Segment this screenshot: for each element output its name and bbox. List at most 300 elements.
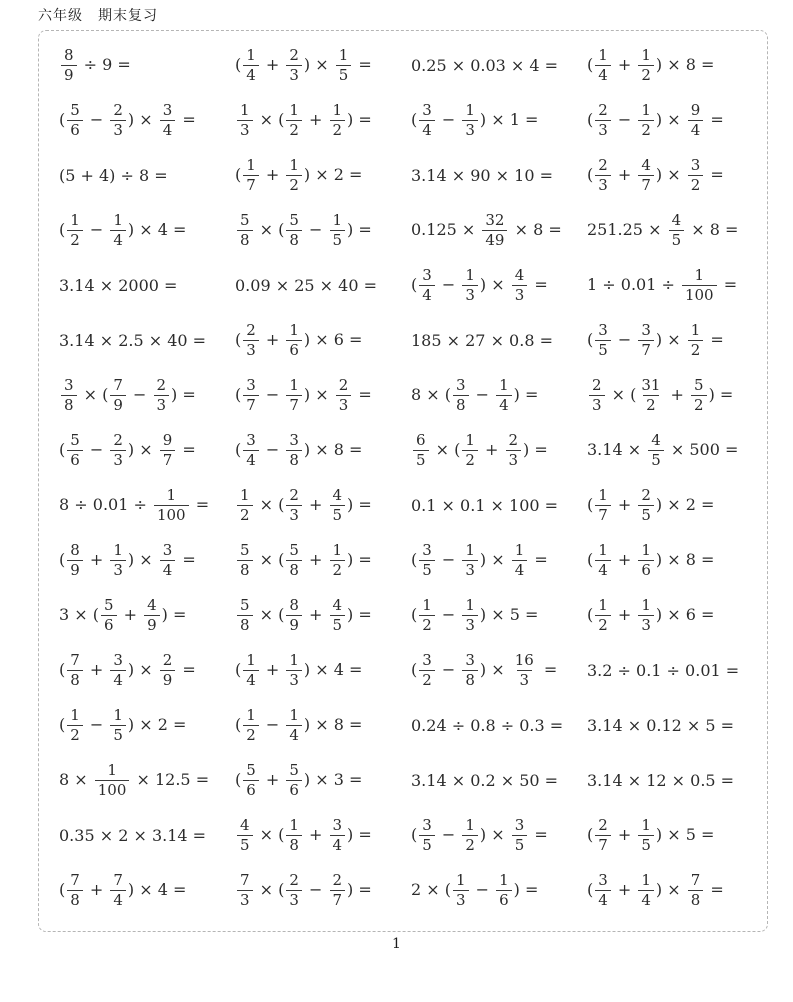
fraction: $\frac{1}{5}$	[638, 817, 654, 854]
expression-text: ) =	[523, 440, 548, 459]
problem-cell	[235, 157, 411, 194]
expression-text: ) =	[347, 110, 372, 129]
fraction: $\frac{5}{8}$	[237, 212, 253, 249]
expression-text: +	[118, 605, 143, 624]
fraction: $\frac{1}{2}$	[330, 542, 346, 579]
expression-text: 3.14 × 90 × 10 =	[411, 166, 553, 185]
expression-text: +	[84, 660, 109, 679]
expression-text: ) =	[347, 825, 372, 844]
problem-cell	[587, 377, 763, 414]
expression-text: +	[84, 880, 109, 899]
expression-text: −	[436, 110, 461, 129]
page-number: 1	[392, 936, 401, 952]
fraction: $\frac{1}{4}$	[496, 377, 512, 414]
fraction: $\frac{1}{3}$	[453, 872, 469, 909]
expression-text: 0.125 ×	[411, 220, 481, 239]
expression-text: −	[84, 715, 109, 734]
fraction: $\frac{2}{3}$	[154, 377, 170, 414]
problem-cell	[59, 377, 235, 414]
fraction: $\frac{8}{9}$	[286, 597, 302, 634]
fraction: $\frac{2}{3}$	[286, 872, 302, 909]
fraction: $\frac{1}{3}$	[462, 102, 478, 139]
fraction: $\frac{3}{4}$	[419, 102, 435, 139]
problem-cell	[411, 166, 587, 185]
fraction: $\frac{3}{4}$	[110, 652, 126, 689]
expression-text: (	[235, 55, 242, 74]
expression-text: ) ×	[303, 55, 334, 74]
expression-text: ) × 2 =	[127, 715, 187, 734]
expression-text: =	[177, 440, 196, 459]
expression-text: × (	[78, 385, 109, 404]
expression-text: 3.14 × 12 × 0.5 =	[587, 771, 735, 790]
problem-cell	[235, 212, 411, 249]
fraction: $\frac{2}{3}$	[336, 377, 352, 414]
problem-cell	[587, 661, 763, 680]
fraction: $\frac{1}{5}$	[110, 707, 126, 744]
expression-text: ) =	[171, 385, 196, 404]
fraction: $\frac{1}{2}$	[638, 102, 654, 139]
fraction: $\frac{1}{7}$	[595, 487, 611, 524]
expression-text: (	[59, 880, 66, 899]
expression-text: −	[436, 660, 461, 679]
expression-text: ) =	[347, 550, 372, 569]
problem-cell	[235, 322, 411, 359]
fraction: $\frac{1}{2}$	[286, 157, 302, 194]
fraction: $\frac{3}{4}$	[419, 267, 435, 304]
expression-text: × (	[254, 550, 285, 569]
problem-cell	[235, 872, 411, 909]
fraction: $\frac{1}{5}$	[336, 47, 352, 84]
expression-text: =	[190, 495, 210, 514]
problem-cell	[411, 432, 587, 469]
expression-text: −	[303, 880, 328, 899]
fraction: $\frac{1}{4}$	[512, 542, 528, 579]
fraction: $\frac{4}{7}$	[638, 157, 654, 194]
fraction: $\frac{5}{6}$	[67, 102, 83, 139]
expression-text: × (	[254, 825, 285, 844]
problem-cell	[59, 652, 235, 689]
expression-text: −	[436, 605, 461, 624]
expression-text: 185 × 27 × 0.8 =	[411, 331, 553, 350]
problem-cell	[411, 652, 587, 689]
problem-cell	[411, 102, 587, 139]
expression-text: (	[587, 550, 594, 569]
expression-text: −	[470, 385, 495, 404]
expression-text: ) × 5 =	[655, 825, 715, 844]
fraction: $\frac{9}{7}$	[160, 432, 176, 469]
expression-text: +	[612, 55, 637, 74]
fraction: $\frac{2}{3}$	[243, 322, 259, 359]
fraction: $\frac{1}{2}$	[243, 707, 259, 744]
fraction: $\frac{2}{3}$	[286, 47, 302, 84]
expression-text: ) × 4 =	[303, 660, 363, 679]
fraction: $\frac{16}{3}$	[514, 651, 534, 689]
expression-text: 3.14 × 0.12 × 5 =	[587, 716, 735, 735]
problem-cell	[59, 762, 235, 799]
fraction: $\frac{1}{7}$	[286, 377, 302, 414]
expression-text: ) × 4 =	[127, 880, 187, 899]
fraction: $\frac{8}{9}$	[67, 542, 83, 579]
expression-text: 0.24 ÷ 0.8 ÷ 0.3 =	[411, 716, 564, 735]
problem-cell	[587, 716, 763, 735]
fraction: $\frac{4}{5}$	[330, 597, 346, 634]
problem-cell	[59, 166, 235, 185]
problem-cell	[59, 102, 235, 139]
problem-cell	[235, 597, 411, 634]
fraction: $\frac{4}{3}$	[512, 267, 528, 304]
fraction: $\frac{3}{7}$	[638, 322, 654, 359]
expression-text: 3 × (	[59, 605, 99, 624]
expression-text: +	[303, 550, 328, 569]
expression-text: ) ×	[303, 385, 334, 404]
expression-text: (	[235, 165, 242, 184]
fraction: $\frac{1}{8}$	[286, 817, 302, 854]
expression-text: (	[411, 550, 418, 569]
expression-text: (	[587, 880, 594, 899]
fraction: $\frac{2}{5}$	[638, 487, 654, 524]
expression-text: (	[587, 330, 594, 349]
expression-text: × 8 =	[686, 220, 739, 239]
problem-cell	[587, 212, 763, 249]
fraction: $\frac{1}{6}$	[286, 322, 302, 359]
expression-text: 0.1 × 0.1 × 100 =	[411, 496, 559, 515]
expression-text: +	[84, 550, 109, 569]
expression-text: ) =	[513, 385, 539, 404]
fraction: $\frac{1}{3}$	[638, 597, 654, 634]
expression-text: =	[177, 110, 196, 129]
expression-text: (	[235, 660, 242, 679]
expression-text: =	[353, 385, 372, 404]
fraction: $\frac{2}{3}$	[589, 377, 605, 414]
expression-text: +	[303, 825, 328, 844]
fraction: $\frac{2}{7}$	[595, 817, 611, 854]
expression-text: 3.14 ×	[587, 440, 647, 459]
fraction: $\frac{2}{3}$	[595, 102, 611, 139]
fraction: $\frac{1}{3}$	[462, 597, 478, 634]
problem-cell	[587, 872, 763, 909]
fraction: $\frac{5}{8}$	[237, 597, 253, 634]
expression-text: =	[529, 550, 548, 569]
fraction: $\frac{3}{4}$	[595, 872, 611, 909]
fraction: $\frac{1}{2}$	[67, 212, 83, 249]
fraction: $\frac{7}{4}$	[110, 872, 126, 909]
expression-text: ) =	[161, 605, 187, 624]
fraction: $\frac{1}{100}$	[682, 267, 717, 304]
fraction: $\frac{5}{8}$	[286, 542, 302, 579]
problem-cell	[59, 597, 235, 634]
fraction: $\frac{1}{100}$	[95, 762, 130, 799]
expression-text: −	[436, 275, 461, 294]
fraction: $\frac{1}{2}$	[237, 487, 253, 524]
expression-text: ) × 5 =	[479, 605, 539, 624]
problem-cell	[59, 432, 235, 469]
expression-text: =	[538, 660, 558, 679]
expression-text: ) × 3 =	[303, 770, 363, 789]
expression-text: ) =	[347, 495, 372, 514]
expression-text: ) ×	[127, 110, 158, 129]
problem-cell	[411, 56, 587, 75]
problem-cell	[587, 597, 763, 634]
expression-text: −	[612, 110, 637, 129]
expression-text: 3.14 × 2.5 × 40 =	[59, 331, 207, 350]
expression-text: ) ×	[655, 110, 686, 129]
page-header-title: 六年级 期末复习	[38, 8, 158, 24]
expression-text: +	[612, 165, 637, 184]
expression-text: +	[303, 495, 328, 514]
expression-text: −	[470, 880, 495, 899]
problem-cell	[587, 47, 763, 84]
problem-cell	[235, 707, 411, 744]
expression-text: ) × 6 =	[655, 605, 715, 624]
fraction: $\frac{1}{3}$	[462, 542, 478, 579]
expression-text: (	[587, 55, 594, 74]
expression-text: 1 ÷ 0.01 ÷	[587, 275, 680, 294]
problem-cell	[411, 716, 587, 735]
fraction: $\frac{3}{5}$	[419, 542, 435, 579]
fraction: $\frac{5}{6}$	[243, 762, 259, 799]
expression-text: +	[612, 550, 637, 569]
fraction: $\frac{4}{5}$	[648, 432, 664, 469]
expression-text: (	[587, 495, 594, 514]
fraction: $\frac{4}{9}$	[144, 597, 160, 634]
fraction: $\frac{2}{9}$	[160, 652, 176, 689]
expression-text: +	[260, 165, 285, 184]
expression-text: 8 × (	[411, 385, 451, 404]
expression-text: × (	[254, 880, 285, 899]
expression-text: 3.2 ÷ 0.1 ÷ 0.01 =	[587, 661, 740, 680]
fraction: $\frac{1}{2}$	[638, 47, 654, 84]
problem-cell	[235, 542, 411, 579]
expression-text: × 12.5 =	[131, 770, 210, 789]
fraction: $\frac{5}{2}$	[691, 377, 707, 414]
expression-text: =	[529, 275, 548, 294]
fraction: $\frac{3}{4}$	[243, 432, 259, 469]
expression-text: −	[260, 440, 285, 459]
expression-text: ) ×	[655, 165, 686, 184]
fraction: $\frac{3}{7}$	[243, 377, 259, 414]
expression-text: × (	[430, 440, 461, 459]
expression-text: (	[235, 385, 242, 404]
expression-text: ) ×	[479, 275, 510, 294]
problem-cell	[411, 496, 587, 515]
problem-cell	[411, 597, 587, 634]
fraction: $\frac{7}{3}$	[237, 872, 253, 909]
expression-text: (	[235, 330, 242, 349]
problem-cell	[59, 331, 235, 350]
fraction: $\frac{1}{4}$	[243, 652, 259, 689]
expression-text: +	[260, 770, 285, 789]
expression-text: −	[436, 550, 461, 569]
fraction: $\frac{1}{100}$	[154, 487, 189, 524]
expression-text: −	[260, 385, 285, 404]
expression-text: (5 + 4) ÷ 8 =	[59, 166, 168, 185]
problem-cell	[235, 47, 411, 84]
expression-text: =	[705, 330, 724, 349]
expression-text: × (	[254, 605, 285, 624]
expression-text: ) =	[708, 385, 734, 404]
expression-text: (	[411, 110, 418, 129]
fraction: $\frac{6}{5}$	[413, 432, 429, 469]
expression-text: +	[260, 660, 285, 679]
expression-text: (	[59, 220, 66, 239]
fraction: $\frac{2}{3}$	[506, 432, 522, 469]
fraction: $\frac{1}{2}$	[462, 432, 478, 469]
expression-text: (	[411, 660, 418, 679]
fraction: $\frac{1}{6}$	[638, 542, 654, 579]
fraction: $\frac{1}{2}$	[67, 707, 83, 744]
fraction: $\frac{3}{4}$	[160, 542, 176, 579]
problem-cell	[235, 377, 411, 414]
fraction: $\frac{4}{5}$	[330, 487, 346, 524]
fraction: $\frac{1}{2}$	[595, 597, 611, 634]
fraction: $\frac{1}{2}$	[330, 102, 346, 139]
fraction: $\frac{1}{4}$	[595, 47, 611, 84]
expression-text: +	[612, 605, 637, 624]
expression-text: −	[84, 110, 109, 129]
expression-text: =	[177, 660, 196, 679]
fraction: $\frac{2}{3}$	[110, 102, 126, 139]
expression-text: −	[260, 715, 285, 734]
expression-text: 2 × (	[411, 880, 451, 899]
expression-text: ) ×	[127, 660, 158, 679]
expression-text: (	[59, 110, 66, 129]
expression-text: =	[705, 165, 724, 184]
problem-cell	[587, 157, 763, 194]
fraction: $\frac{7}{8}$	[67, 872, 83, 909]
expression-text: 8 ×	[59, 770, 93, 789]
fraction: $\frac{1}{4}$	[286, 707, 302, 744]
expression-text: +	[303, 605, 328, 624]
expression-text: ) × 2 =	[303, 165, 363, 184]
fraction: $\frac{3}{2}$	[419, 652, 435, 689]
problem-cell	[59, 47, 235, 84]
fraction: $\frac{2}{3}$	[595, 157, 611, 194]
fraction: $\frac{3}{5}$	[419, 817, 435, 854]
expression-text: × 8 =	[509, 220, 562, 239]
fraction: $\frac{5}{8}$	[237, 542, 253, 579]
problem-cell	[59, 826, 235, 845]
fraction: $\frac{1}{4}$	[110, 212, 126, 249]
problem-cell	[59, 487, 235, 524]
problem-cell	[587, 102, 763, 139]
expression-text: −	[84, 440, 109, 459]
fraction: $\frac{4}{5}$	[237, 817, 253, 854]
expression-text: ) × 2 =	[655, 495, 715, 514]
fraction: $\frac{2}{7}$	[330, 872, 346, 909]
problem-cell	[587, 322, 763, 359]
problem-cell	[411, 267, 587, 304]
fraction: $\frac{1}{4}$	[638, 872, 654, 909]
expression-text: =	[177, 550, 196, 569]
expression-text: (	[235, 440, 242, 459]
expression-text: ) =	[347, 605, 372, 624]
fraction: $\frac{1}{3}$	[462, 267, 478, 304]
expression-text: (	[587, 605, 594, 624]
problem-cell	[411, 331, 587, 350]
problem-cell	[411, 542, 587, 579]
expression-text: (	[59, 550, 66, 569]
expression-text: (	[59, 440, 66, 459]
expression-text: × (	[254, 220, 285, 239]
problem-cell	[411, 817, 587, 854]
problem-cell	[235, 102, 411, 139]
expression-text: ) ×	[655, 330, 686, 349]
expression-text: (	[587, 110, 594, 129]
problem-cell	[587, 817, 763, 854]
expression-text: (	[587, 825, 594, 844]
expression-text: ) =	[347, 220, 372, 239]
expression-text: +	[260, 330, 285, 349]
expression-text: (	[59, 660, 66, 679]
expression-text: +	[303, 110, 328, 129]
expression-text: +	[479, 440, 504, 459]
fraction: $\frac{5}{6}$	[286, 762, 302, 799]
fraction: $\frac{2}{3}$	[110, 432, 126, 469]
problem-cell	[587, 432, 763, 469]
fraction: $\frac{3}{4}$	[330, 817, 346, 854]
expression-text: × (	[254, 495, 285, 514]
fraction: $\frac{3}{5}$	[512, 817, 528, 854]
expression-text: ) ×	[127, 440, 158, 459]
expression-text: (	[411, 825, 418, 844]
problem-grid	[39, 31, 767, 918]
fraction: $\frac{1}{4}$	[595, 542, 611, 579]
expression-text: (	[59, 715, 66, 734]
fraction: $\frac{3}{4}$	[160, 102, 176, 139]
expression-text: =	[353, 55, 372, 74]
expression-text: (	[235, 715, 242, 734]
fraction: $\frac{1}{6}$	[496, 872, 512, 909]
problem-cell	[411, 872, 587, 909]
expression-text: ) × 6 =	[303, 330, 363, 349]
problem-cell	[59, 707, 235, 744]
expression-text: +	[665, 385, 690, 404]
expression-text: × (	[254, 110, 285, 129]
fraction: $\frac{3}{8}$	[462, 652, 478, 689]
expression-text: (	[587, 165, 594, 184]
expression-text: ) × 1 =	[479, 110, 539, 129]
expression-text: ) ×	[127, 550, 158, 569]
expression-text: +	[612, 880, 637, 899]
expression-text: −	[612, 330, 637, 349]
expression-text: 3.14 × 0.2 × 50 =	[411, 771, 559, 790]
fraction: $\frac{32}{49}$	[482, 212, 507, 249]
expression-text: +	[612, 495, 637, 514]
fraction: $\frac{9}{4}$	[688, 102, 704, 139]
fraction: $\frac{5}{6}$	[101, 597, 117, 634]
problem-cell	[59, 542, 235, 579]
fraction: $\frac{5}{8}$	[286, 212, 302, 249]
expression-text: ) × 4 =	[127, 220, 187, 239]
expression-text: ) ×	[479, 550, 510, 569]
fraction: $\frac{7}{9}$	[110, 377, 126, 414]
expression-text: (	[411, 275, 418, 294]
fraction: $\frac{1}{4}$	[243, 47, 259, 84]
problem-cell	[235, 276, 411, 295]
expression-text: 0.35 × 2 × 3.14 =	[59, 826, 207, 845]
expression-text: ) × 8 =	[303, 715, 363, 734]
fraction: $\frac{1}{3}$	[237, 102, 253, 139]
problem-cell	[235, 762, 411, 799]
fraction: $\frac{1}{2}$	[286, 102, 302, 139]
expression-text: −	[127, 385, 152, 404]
problem-cell	[235, 432, 411, 469]
problem-cell	[235, 487, 411, 524]
expression-text: ) =	[347, 880, 372, 899]
expression-text: =	[705, 110, 724, 129]
fraction: $\frac{7}{8}$	[688, 872, 704, 909]
expression-text: 0.09 × 25 × 40 =	[235, 276, 377, 295]
